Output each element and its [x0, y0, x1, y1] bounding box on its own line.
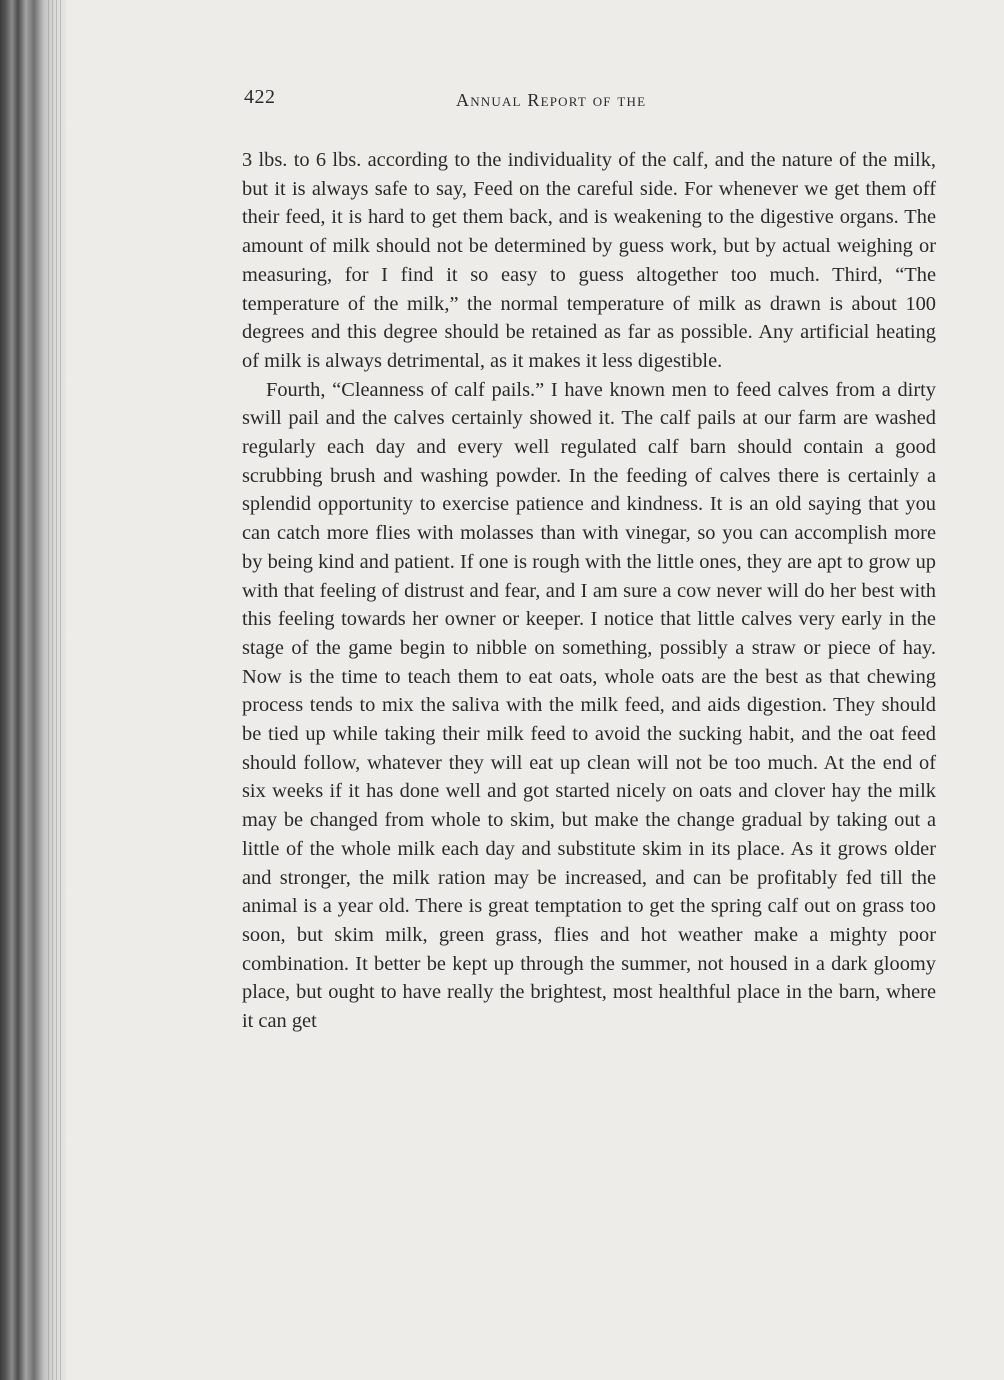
- running-head: [244, 86, 944, 116]
- page-number: 422: [244, 86, 276, 108]
- paragraph: 3 lbs. to 6 lbs. according to the individuality of the calf, and the nature of the milk, but it is always safe to say, Feed on the careful side. For whenever we get them off their feed, it is hard to get them back, and is weakening to the digestive organs. The amount of milk should not be determined by guess work, but by actual weighing or measuring, for I find it so easy to guess altogether too much. Third, “The temperature of the milk,” the normal temperature of milk as drawn is about 100 degrees and this degree should be retained as far as possible. Any artificial heating of milk is always detrimental, as it makes it less digestible.: [242, 149, 936, 372]
- body-text: [242, 146, 936, 1036]
- paragraph: Fourth, “Cleanness of calf pails.” I have known men to feed calves from a dirty swill pail and the calves certainly showed it. The calf pails at our farm are washed regularly each day and every well regulated calf barn should contain a good scrubbing brush and washing powder. In the feeding of calves there is certainly a splendid opportunity to exercise patience and kindness. It is an old saying that you can catch more flies with molasses than with vinegar, so you can accomplish more by being kind and patient. If one is rough with the little ones, they are apt to grow up with that feeling of distrust and fear, and I am sure a cow never will do her best with this feeling towards her owner or keeper. I notice that little calves very early in the stage of the game begin to nibble on something, possibly a straw or piece of hay. Now is the time to teach them to eat oats, whole oats are the best as that chewing process tends to mix the saliva with the milk feed, and aids digestion. They should be tied up while taking their milk feed to avoid the sucking habit, and the oat feed should follow, whatever they will eat up clean will not be too much. At the end of six weeks if it has done well and got started nicely on oats and clover hay the milk may be changed from whole to skim, but make the change gradual by taking out a little of the whole milk each day and substitute skim in its place. As it grows older and stronger, the milk ration may be increased, and can be profitably fed till the animal is a year old. There is great temptation to get the spring calf out on grass too soon, but skim milk, green grass, flies and hot weather make a mighty poor combination. It better be kept up through the summer, not housed in a dark gloomy place, but ought to have really the brightest, most healthful place in the barn, where it can get: [242, 378, 936, 1033]
- page-edges: [48, 0, 62, 1380]
- running-title: Annual Report of the: [456, 90, 647, 110]
